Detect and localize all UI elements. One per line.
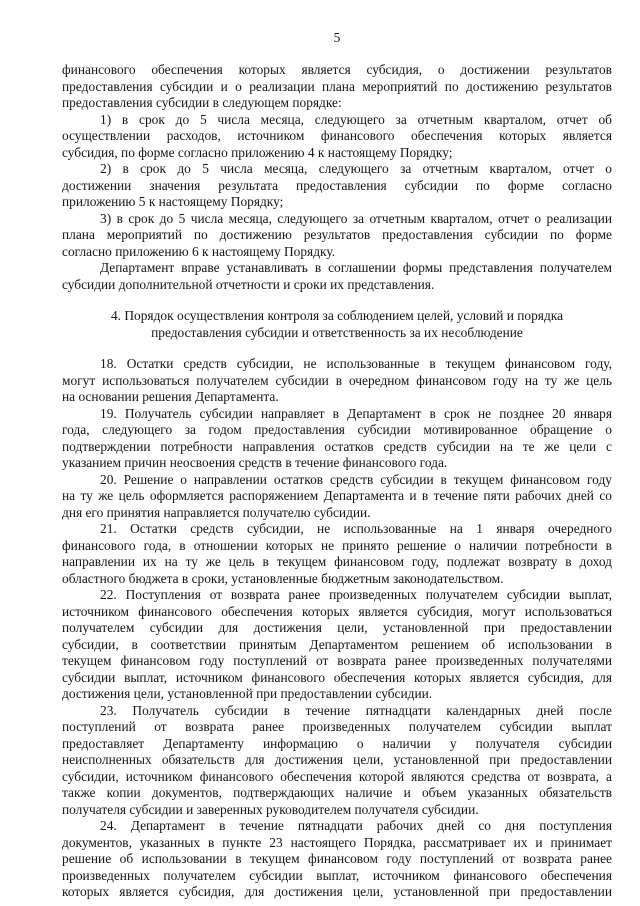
heading-line: предоставления субсидии и ответственность за их несоблюдение — [151, 324, 523, 340]
text-line: могут использоваться получателем субсидии в очередном финансовом году на ту же цель — [62, 372, 612, 388]
text-line: приложению 5 к настоящему Порядку; — [62, 194, 284, 209]
text-line: субсидии дополнительной отчетности и сроки их представления. — [62, 276, 435, 292]
paragraph-18 — [62, 356, 612, 406]
text-line: на ту же цель оформляется распоряжением Департамента и в течение пяти рабочих дней со — [62, 488, 612, 503]
text-line: областного бюджета в сроки, установленные бюджетным законодательством. — [62, 570, 504, 586]
text-line: направлении их на ту же цель в текущем финансовом году, подлежат возврату в доход — [62, 554, 612, 569]
text-line: субсидии выплат, источником финансового обеспечения которых является субсидия, для — [62, 669, 612, 685]
text-line: субсидии, источником финансового обеспечения которой являются средства от возврата, а — [62, 768, 612, 784]
text-line: предоставления субсидии и о реализации плана мероприятий по достижению результатов — [62, 78, 612, 94]
paragraph-additional-reporting — [62, 260, 612, 293]
text-line: 20. Решение о направлении остатков средств субсидии в текущем финансовом году — [100, 471, 612, 487]
text-line: поступлений от возврата ранее произведенных получателем субсидии выплат — [62, 719, 612, 734]
text-line: финансового года, в отношении которых не принято решение о наличии потребности в — [62, 537, 612, 553]
text-line: 22. Поступления от возврата ранее произведенных получателем субсидии выплат, — [100, 587, 612, 602]
text-line: неисполненных обязательств для достижения цели, установленной при предоставлении — [62, 752, 612, 767]
text-line: текущем финансовом году поступлений от возврата ранее произведенных получателями — [62, 653, 612, 668]
list-item-2 — [62, 161, 612, 211]
text-line: подтверждении потребности направления остатков средств субсидии на те же цели с — [62, 438, 612, 454]
text-line: источником финансового обеспечения которых является субсидия, могут использоваться — [62, 603, 612, 619]
text-line: осуществлении расходов, источником финансового обеспечения которых является — [62, 128, 612, 143]
text-line: достижения цели, установленной при предоставлении субсидии. — [62, 686, 433, 701]
text-line: 3) в срок до 5 числа месяца, следующего за отчетным кварталом, отчет о реализации — [100, 210, 612, 226]
text-line: 1) в срок до 5 числа месяца, следующего за отчетным кварталом, отчет об — [100, 111, 612, 127]
text-line: произведенных получателем субсидии выплат, источником финансового обеспечения — [62, 867, 612, 883]
text-line: согласно приложению 6 к настоящему Порядку. — [62, 243, 336, 259]
paragraph-23 — [62, 703, 612, 819]
page-number: 5 — [333, 30, 341, 45]
text-line: финансового обеспечения которых является субсидия, о достижении результатов — [62, 62, 612, 77]
text-line: предоставляет Департаменту информацию о наличии у получателя субсидии — [62, 735, 612, 751]
text-line: 24. Департамент в течение пятнадцати рабочих дней со дня поступления — [100, 818, 612, 833]
text-line: которых является субсидия, для достижения цели, установленной при предоставлении — [62, 884, 612, 899]
paragraph-continuation — [62, 62, 612, 112]
paragraph-19 — [62, 406, 612, 472]
text-line: 2) в срок до 5 числа месяца, следующего за отчетным кварталом, отчет о — [100, 161, 612, 176]
paragraph-20 — [62, 472, 612, 522]
text-line: достижении значения результата предоставления субсидии по форме согласно — [62, 177, 612, 193]
text-line: дня его принятия направляется получателю субсидии. — [62, 504, 371, 520]
text-line: 18. Остатки средств субсидии, не использованные в текущем финансовом году, — [100, 356, 612, 371]
heading-line: 4. Порядок осуществления контроля за соблюдением целей, условий и порядка — [110, 308, 564, 323]
text-line: указанием причин неосвоения средств в течение финансового года. — [62, 455, 448, 470]
text-line: субсидии, в соответствии принятым Департаментом решением об использовании в — [62, 636, 612, 652]
section-heading — [62, 308, 612, 341]
text-line: документов, указанных в пункте 23 настоящего Порядка, рассматривает их и принимает — [62, 834, 612, 850]
text-line: субсидия, по форме согласно приложению 4 к настоящему Порядку; — [62, 144, 453, 160]
text-line: 21. Остатки средств субсидии, не использованные на 1 января очередного — [100, 521, 612, 536]
text-line: Департамент вправе устанавливать в соглашении формы представления получателем — [100, 260, 612, 275]
list-item-3 — [62, 211, 612, 261]
text-line: предоставления субсидии в следующем порядке: — [62, 95, 342, 110]
list-item-1 — [62, 112, 612, 162]
paragraph-21 — [62, 521, 612, 587]
paragraph-24 — [62, 818, 612, 901]
text-line: также копии документов, подтверждающих наличие и объем указанных обязательств — [62, 785, 612, 800]
text-line: плана мероприятий по достижению результатов предоставления субсидии по форме — [62, 227, 612, 242]
text-line: года, следующего за годом предоставления субсидии мотивированное обращение о — [62, 422, 612, 437]
text-line: на основании решения Департамента. — [62, 389, 279, 404]
text-line: получателя субсидии и заверенных руководителем получателя субсидии. — [62, 801, 479, 817]
text-line: решение об использовании в текущем финансовом году поступлений от возврата ранее — [62, 851, 612, 866]
text-line: 23. Получатель субсидии в течение пятнадцати календарных дней после — [100, 702, 612, 718]
document-body — [62, 62, 612, 901]
paragraph-22 — [62, 587, 612, 703]
text-line: получателем субсидии для достижения цели, установленной при предоставлении — [62, 620, 612, 635]
text-line: 19. Получатель субсидии направляет в Департамент в срок не позднее 20 января — [100, 405, 612, 421]
